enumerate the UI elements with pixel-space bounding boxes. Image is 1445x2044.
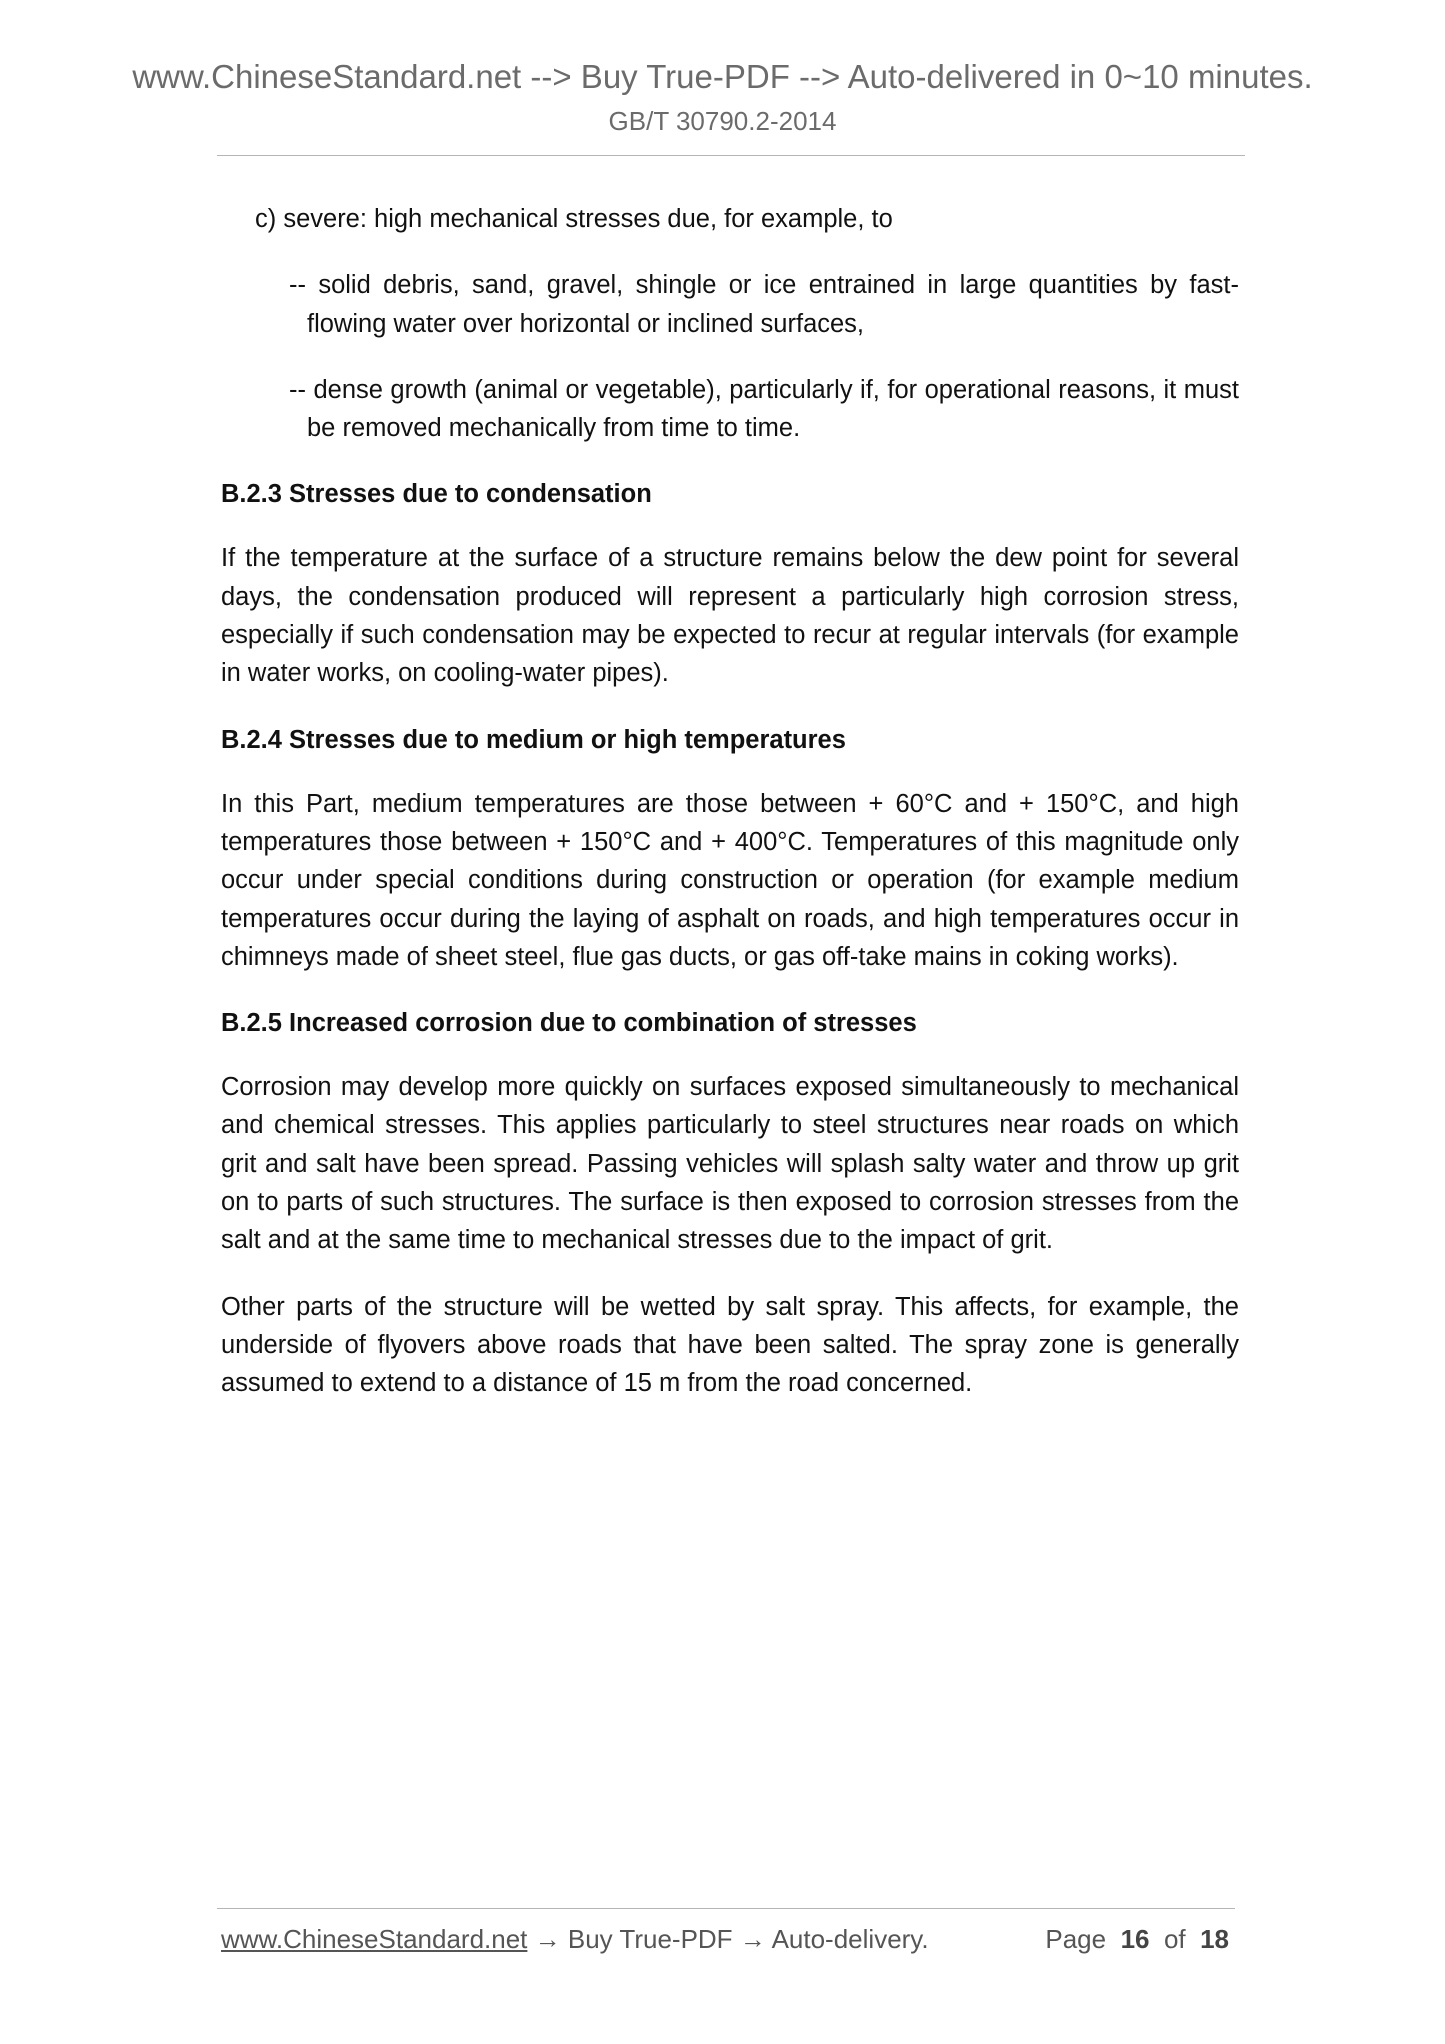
standard-code: GB/T 30790.2-2014 xyxy=(608,106,837,136)
section-text-b25-1: Corrosion may develop more quickly on surfaces exposed simultaneously to mechanical and chemical stresses. This applies particularly to steel structures near roads on which grit and salt have been spread. Passing vehicles will splash salty water and throw up grit on to parts of such structures. The surface is then exposed to corrosion stresses from the salt and at the same time to mechanical stresses due to the impact of grit. xyxy=(221,1073,1239,1255)
section-heading-b24: B.2.4 Stresses due to medium or high temperatures xyxy=(221,725,846,754)
list-item-dash-2: -- dense growth (animal or vegetable), particularly if, for operational reasons, it must be removed mechanically from time to time. xyxy=(289,375,1239,443)
section-heading-b23: B.2.3 Stresses due to condensation xyxy=(221,480,652,509)
page-label: Page xyxy=(1045,1924,1107,1954)
of-label: of xyxy=(1163,1924,1186,1954)
site-banner: www.ChineseStandard.net --> Buy True-PDF --> Auto-delivered in 0~10 minutes. xyxy=(132,58,1313,95)
document-body xyxy=(221,200,1239,1431)
section-text-b24: In this Part, medium temperatures are those between + 60°C and + 150°C, and high temperatures those between + 150°C and + 400°C. Temperatures of this magnitude only occur under special conditions during construction or operation (for example medium temperatures occur during the laying of asphalt on roads, and high temperatures occur in chimneys made of sheet steel, flue gas ducts, or gas off-take mains in coking works). xyxy=(221,789,1239,971)
section-text-b23: If the temperature at the surface of a structure remains below the dew point for several days, the condensation produced will represent a particularly high corrosion stress, especially if such condensation may be expected to recur at regular intervals (for example in water works, on cooling-water pipes). xyxy=(221,544,1239,688)
page-indicator xyxy=(1045,1924,1229,1955)
page-number: 16 xyxy=(1120,1924,1150,1954)
footer-left xyxy=(221,1924,929,1955)
footer-site-link[interactable]: www.ChineseStandard.net xyxy=(221,1924,528,1954)
list-item-c: c) severe: high mechanical stresses due, for example, to xyxy=(255,205,893,233)
total-pages: 18 xyxy=(1200,1924,1229,1954)
section-heading-b25: B.2.5 Increased corrosion due to combination of stresses xyxy=(221,1009,917,1038)
list-item-dash-1: -- solid debris, sand, gravel, shingle or ice entrained in large quantities by fast-flowing water over horizontal or inclined surfaces, xyxy=(289,271,1239,338)
footer-divider xyxy=(217,1908,1235,1909)
footer-delivery-text: → Buy True-PDF → Auto-delivery. xyxy=(527,1924,929,1954)
section-text-b25-2: Other parts of the structure will be wetted by salt spray. This affects, for example, the underside of flyovers above roads that have been salted. The spray zone is generally assumed to extend to a distance of 15 m from the road concerned. xyxy=(221,1292,1239,1398)
header-divider xyxy=(217,155,1245,156)
